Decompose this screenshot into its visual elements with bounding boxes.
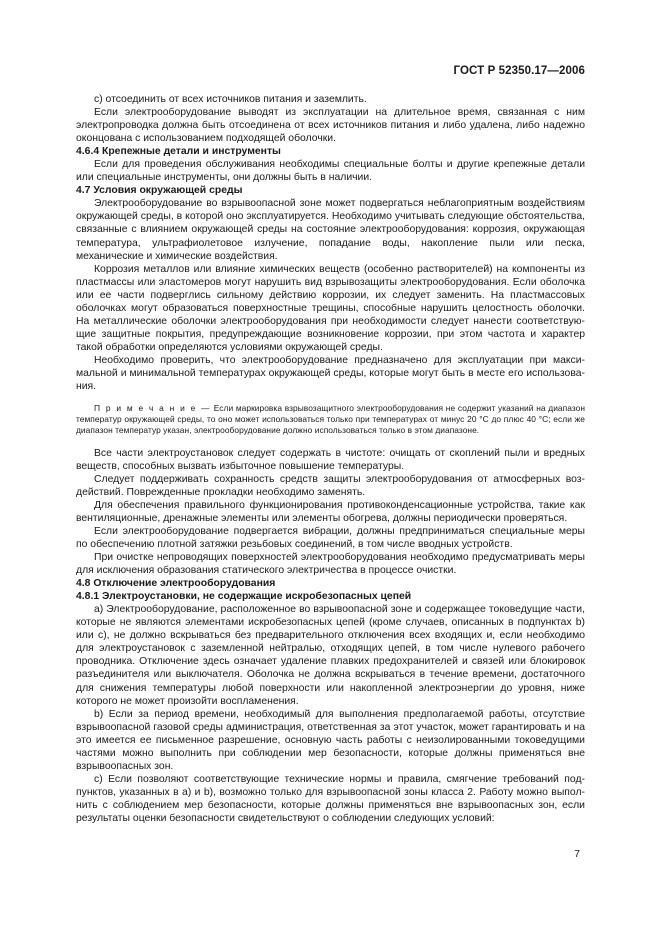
page-number: 7: [574, 849, 580, 860]
paragraph: Если электрооборудование подвергается вибрации, должны предприниматься специальные меры по обеспечению плотной затяжки резьбовых соединений, в том числе вводных устройств.: [76, 525, 585, 551]
paragraph: Все части электроустановок следует содержать в чистоте: очищать от скоплений пыли и вредных веществ, способных вызвать избыточное повышение температуры.: [76, 447, 585, 472]
list-item-a: a) Электрооборудование, расположенное во взрывоопасной зоне и содержащее токоведущие части, которые не являются элементами искробезопасных цепей (кроме случаев, описанных в подпунктах b) или c), не должно вскрываться без предварительного отключения всех входящих и, если необходимо для электроустановок с заземленной нейтралью, отходящих цепей, в том числе нулевого рабочего проводника. Отключение здесь означает удаление плавких предохранителей и связей или блокировок разъединителя или выключателя. Оболочка не должна вскрываться в течение времени, достаточного для снижения температуры любой поверхности или накопленной электроэнергии до уровня, ниже которого не может произойти воспламенения.: [76, 604, 585, 707]
paragraph: Если электрооборудование выводят из эксплуатации на длительное время, связанная с ним электропроводка должна быть отсоединена от всех источников питания и либо удалена, либо надежно оконцована с использованием подходящей оболочки.: [76, 107, 585, 145]
section-heading-4-8: 4.8 Отключение электрооборудования: [76, 578, 276, 590]
paragraph: Следует поддерживать сохранность средств защиты электрооборудования от атмосферных воздействий. Поврежденные прокладки необходимо заменять.: [76, 473, 585, 498]
paragraph: Электрооборудование во взрывоопасной зоне может подвергаться неблагоприятным воздействиям окружающей среды, в которой оно эксплуатируется. Необходимо учитывать следующие обстоятельства, связанные с влиянием окружающей среды на состояние электрооборудования: коррозия, окружающая температура, ультрафиолетовое излучение, попадание воды, накопление пыли или песка, механические и химические воздействия.: [76, 198, 585, 262]
note-text: Если маркировка взрывозащитного электрооборудования не содержит указаний на диапазон температур окружающей среды, то оно может использоваться только при температурах от минус 20 °С до плюс 40 °С; если же диапазон температур указан, электрооборудование должно использоваться только в этом диапазоне.: [76, 403, 586, 436]
paragraph: Для обеспечения правильного функционирования противоконденсационные устройства, такие как вентиляционные, дренажные элементы или элементы обогрева, должны периодически проверяться.: [76, 499, 585, 524]
list-item-b: b) Если за период времени, необходимый для выполнения предполагаемой работы, отсутствие взрывоопасной газовой среды администрация, ответственная за этот участок, может гарантировать и на это имеется ее письменное разрешение, основную часть работы с неизолированными токоведущими частями можно выполнить при соблюдении мер безопасности, которые должны применяться вне взрывоопасных зон.: [76, 708, 585, 772]
paragraph: Коррозия металлов или влияние химических веществ (особенно растворителей) на компоненты из пластмассы или эластомеров могут нарушить вид взрывозащиты электрооборудования. Если оболочка или ее части подверглись сильному действию коррозии, их следует заменить. На пластмассовых оболочках могут образоваться поверхностные трещины, способные нарушить целостность оболочки. На металлические оболочки электрооборудования при необходимости следует нанести соответствующие защитные покрытия, предупреждающие возникновение коррозии, при этом частота и характер такой обработки определяются условиями окружающей среды.: [76, 263, 585, 353]
list-item-c: c) Если позволяют соответствующие технические нормы и правила, смягчение требований подпунктов, указанных в а) и b), возможно только для взрывоопасной зоны класса 2. Работу можно выполнить с соблюдением мер безопасности, которые должны применяться вне взрывоопасных зон, если результаты оценки безопасности свидетельствуют о соблюдении следующих условий:: [76, 773, 585, 824]
section-heading-4-7: 4.7 Условия окружающей среды: [76, 185, 243, 197]
page-body: [76, 93, 585, 825]
paragraph: Необходимо проверить, что электрооборудование предназначено для эксплуатации при максимальной и минимальной температурах окружающей среды, которые могут быть в месте его использования.: [76, 354, 585, 393]
paragraph: При очистке непроводящих поверхностей электрооборудования необходимо предусматривать меры для исключения образования статического электричества в процессе очистки.: [76, 552, 585, 577]
note: [76, 403, 585, 437]
section-heading-4-6-4: 4.6.4 Крепежные детали и инструменты: [76, 146, 281, 158]
note-label: П р и м е ч а н и е —: [94, 403, 212, 414]
paragraph: Если для проведения обслуживания необходимы специальные болты и другие крепежные детали или специальные инструменты, они должны быть в наличии.: [76, 159, 585, 184]
list-item-c: c) отсоединить от всех источников питания и заземлить.: [94, 94, 367, 105]
document-number: ГОСТ Р 52350.17—2006: [453, 65, 585, 77]
section-heading-4-8-1: 4.8.1 Электроустановки, не содержащие искробезопасных цепей: [76, 591, 412, 603]
